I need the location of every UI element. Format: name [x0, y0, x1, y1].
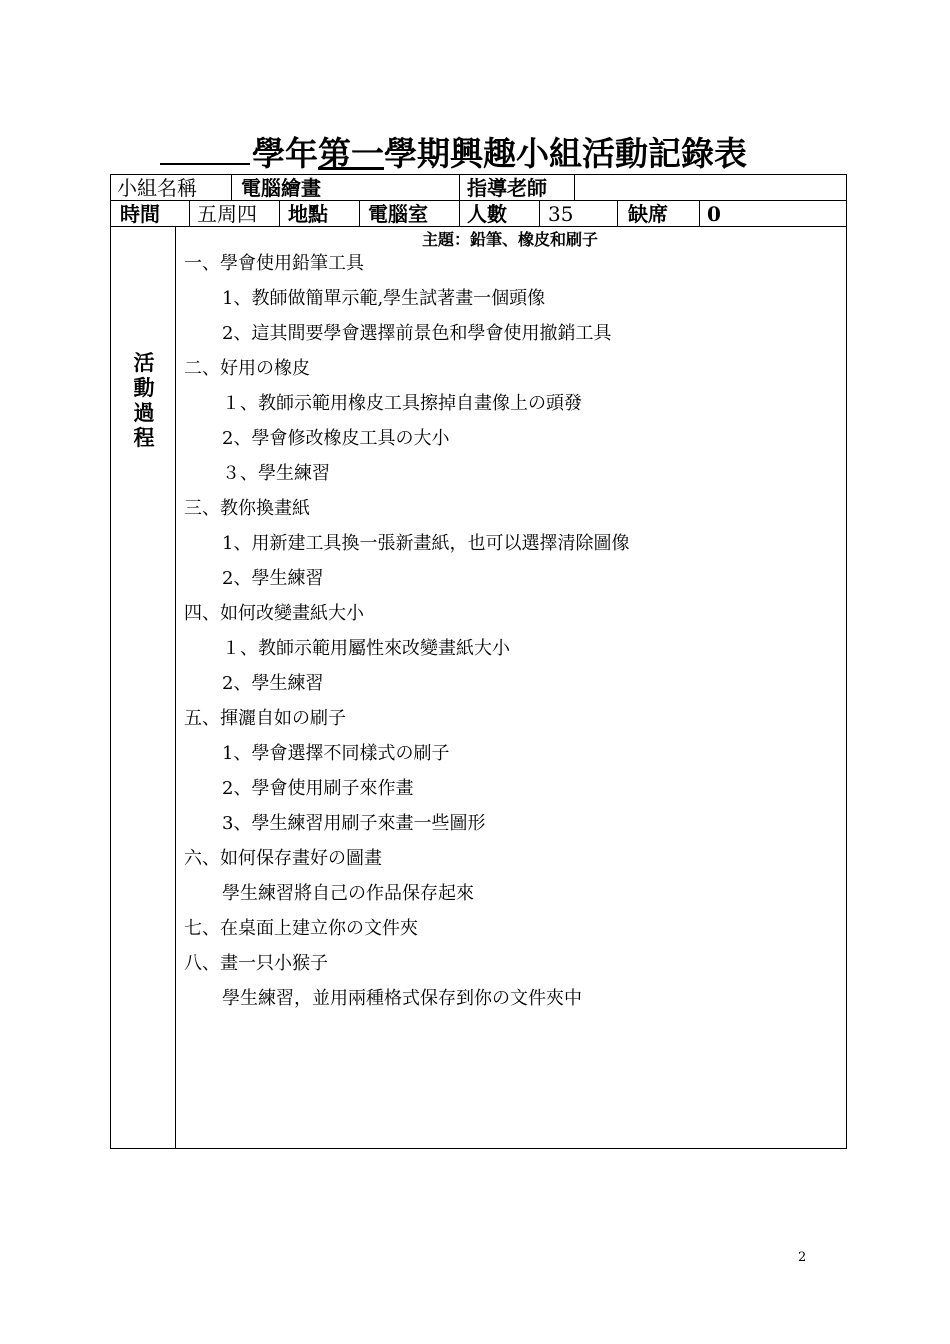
title-text: 學年第一學期興趣小組活動記錄表 — [252, 134, 747, 173]
activity-item: 2、學會修改橡皮工具の大小 — [222, 428, 450, 449]
section-heading: 六、如何保存畫好の圖畫 — [184, 848, 382, 869]
process-char: 動 — [133, 375, 155, 400]
process-char: 活 — [133, 350, 155, 375]
group-name-value: 電腦繪畫 — [241, 176, 321, 200]
activity-item: １、教師示範用橡皮工具擦掉自畫像上の頭發 — [222, 393, 582, 414]
page-number: 2 — [798, 1250, 807, 1265]
activity-item: 2、學會使用刷子來作畫 — [222, 778, 414, 799]
teacher-value-cell — [574, 174, 847, 201]
section-heading: 四、如何改變畫紙大小 — [184, 603, 364, 624]
absent-label: 缺席 — [628, 202, 668, 226]
section-heading: 八、畫一只小猴子 — [184, 953, 328, 974]
activity-item: 學生練習將自己の作品保存起來 — [222, 883, 474, 904]
absent-value-cell — [699, 200, 847, 227]
section-heading: 七、在桌面上建立你の文件夾 — [184, 918, 418, 939]
topic-heading: 主題：鉛筆、橡皮和刷子 — [421, 230, 598, 249]
teacher-label: 指導老師 — [467, 176, 547, 200]
time-value: 五周四 — [197, 202, 257, 226]
count-label: 人數 — [467, 202, 507, 226]
activity-item: ３、學生練習 — [222, 463, 330, 484]
place-value: 電腦室 — [368, 202, 428, 226]
section-heading: 二、好用の橡皮 — [184, 358, 310, 379]
activity-item: 學生練習，並用兩種格式保存到你の文件夾中 — [222, 988, 582, 1009]
activity-item: 2、這其間要學會選擇前景色和學會使用撤銷工具 — [222, 323, 612, 344]
activity-item: 1、學會選擇不同樣式の刷子 — [222, 743, 450, 764]
absent-value: 0 — [707, 202, 721, 226]
count-value: 35 — [548, 202, 574, 226]
activity-item: 1、教師做簡單示範,學生試著畫一個頭像 — [222, 288, 546, 309]
group-name-label: 小組名稱 — [117, 176, 197, 200]
activity-item: 3、學生練習用刷子來畫一些圖形 — [222, 813, 486, 834]
title-underlined-text: 第一 — [318, 134, 384, 173]
title-blank-line — [160, 131, 250, 165]
activity-item: 2、學生練習 — [222, 568, 324, 589]
section-heading: 一、學會使用鉛筆工具 — [184, 253, 364, 274]
activity-item: １、教師示範用屬性來改變畫紙大小 — [222, 638, 510, 659]
activity-item: 1、用新建工具換一張新畫紙，也可以選擇清除圖像 — [222, 533, 630, 554]
section-heading: 五、揮灑自如の刷子 — [184, 708, 346, 729]
activity-item: 2、學生練習 — [222, 673, 324, 694]
time-label: 時間 — [120, 202, 160, 226]
process-label — [130, 350, 158, 450]
process-char: 過 — [133, 400, 155, 425]
page-title — [160, 128, 860, 172]
process-char: 程 — [133, 425, 155, 450]
section-heading: 三、教你換畫紙 — [184, 498, 310, 519]
place-label: 地點 — [288, 202, 328, 226]
